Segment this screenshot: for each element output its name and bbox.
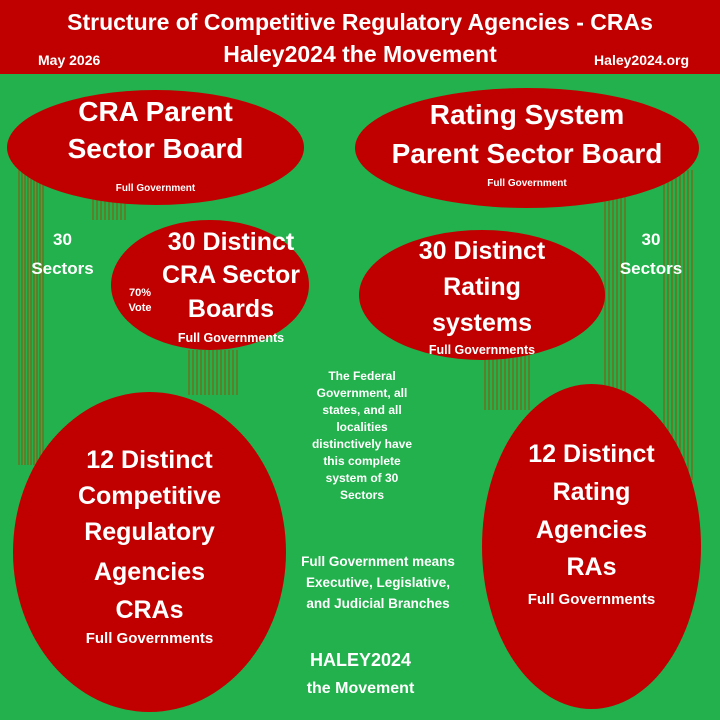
- cra-boards-line2: CRA Sector: [162, 261, 300, 289]
- connector-rating-systems: [484, 355, 534, 410]
- cra-boards-line1: 30 Distinct: [167, 228, 295, 256]
- node-cras: [13, 392, 286, 712]
- cra-boards-sub: Full Governments: [177, 331, 285, 345]
- left-sectors-line2: Sectors: [31, 259, 94, 278]
- right-sectors-line1: 30: [641, 230, 661, 249]
- footer-tagline: the Movement: [306, 680, 415, 697]
- left-sectors-line1: 30: [53, 230, 72, 249]
- right-sectors-line2: Sectors: [619, 259, 683, 278]
- cras-line1: 12 Distinct: [86, 446, 213, 474]
- fullgov-note-line1: Full Government means: [301, 554, 455, 569]
- ras-line1: 12 Distinct: [528, 440, 655, 468]
- cras-sub: Full Governments: [85, 630, 214, 647]
- connector-left-outer: [18, 165, 46, 465]
- federal-note-line3: states, and all: [322, 403, 402, 417]
- cras-line3: Regulatory: [84, 518, 215, 546]
- vote-line1: 70%: [128, 287, 152, 299]
- cras-line2: Competitive: [77, 482, 222, 510]
- page-title: Structure of Competitive Regulatory Agencies - CRAs: [67, 9, 653, 35]
- federal-note-line8: Sectors: [339, 488, 385, 502]
- page-subtitle: Haley2024 the Movement: [223, 41, 497, 67]
- rating-systems-line1: 30 Distinct: [418, 237, 546, 265]
- connector-cra-boards: [188, 350, 240, 395]
- fullgov-note-line3: and Judicial Branches: [306, 596, 450, 611]
- rating-systems-line2: Rating: [443, 273, 521, 301]
- cras-line4: Agencies: [93, 558, 206, 586]
- federal-note-line6: this complete: [323, 454, 401, 468]
- date-label: May 2026: [38, 52, 101, 68]
- cra-boards-line3: Boards: [187, 295, 275, 323]
- cra-parent-line2: Sector Board: [67, 133, 244, 164]
- rating-parent-sub: Full Government: [487, 178, 567, 189]
- ras-sub: Full Governments: [527, 591, 656, 608]
- footer-brand: HALEY2024: [309, 650, 412, 670]
- cra-parent-sub: Full Government: [115, 183, 196, 194]
- federal-note-line5: distinctively have: [311, 437, 413, 451]
- cra-parent-line1: CRA Parent: [78, 96, 233, 127]
- ras-line4: RAs: [566, 553, 617, 581]
- ras-line3: Agencies: [535, 516, 648, 544]
- federal-note-line1: The Federal: [328, 369, 396, 383]
- federal-note-line4: localities: [336, 420, 388, 434]
- cras-line5: CRAs: [115, 596, 184, 624]
- vote-line2: Vote: [128, 302, 152, 314]
- rating-parent-line2: Parent Sector Board: [391, 138, 663, 169]
- fullgov-note-line2: Executive, Legislative,: [305, 575, 451, 590]
- federal-note-line7: system of 30: [325, 471, 399, 485]
- rating-parent-line1: Rating System: [429, 99, 625, 130]
- ras-line2: Rating: [552, 478, 631, 506]
- rating-systems-line3: systems: [431, 309, 533, 337]
- site-label: Haley2024.org: [594, 52, 689, 68]
- federal-note-line2: Government, all: [316, 386, 408, 400]
- rating-systems-sub: Full Governments: [428, 343, 536, 357]
